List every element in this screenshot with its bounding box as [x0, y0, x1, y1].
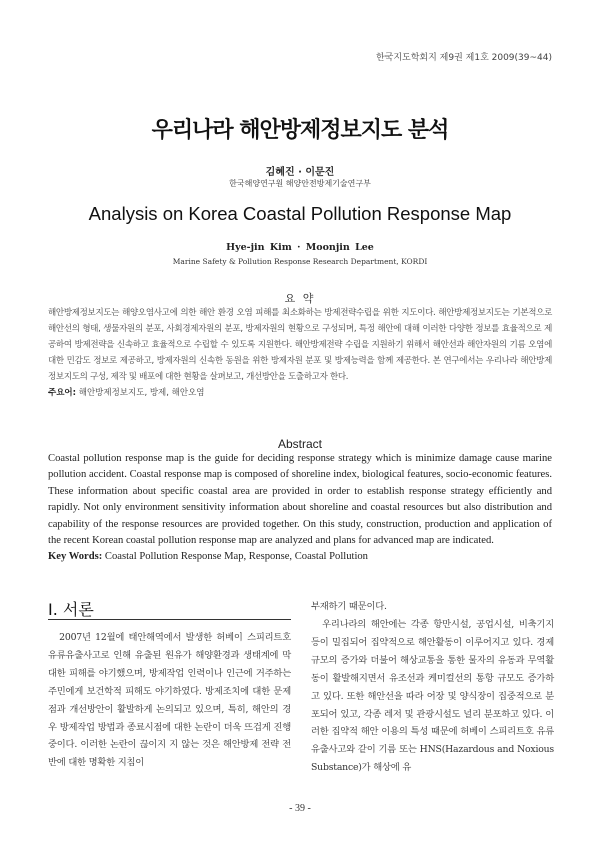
- body-right-continuation: 부재하기 때문이다.: [311, 601, 387, 612]
- korean-abstract-text: 해안방제정보지도는 해양오염사고에 의한 해안 환경 오염 피해를 최소화하는 방제전략수립을 위한 지도이다. 해안방제정보지도는 기본적으로 해안선의 형태, 생물자원의 분포, 사회경제자원의 분포, 방제자원의 현황으로 구성되며, 특정 해안에 대해 이러한 다양한 정보를 효율적으로 제공하여 방제전략을 신속하고 효율적으로 수립할 수 있도록 지원한다. 해안방제전략 수립을 지원하기 위해서 해안선과 해안자원의 기름 오염에 대한 민감도 정보로 제공하고, 방제자원의 신속한 동원을 위한 방제자원 분포 및 방제능력을 함께 제공한다. 본 연구에서는 우리나라 해안방제정보지도의 구성, 제작 및 배포에 대한 현황을 살펴보고, 개선방안을 도출하고자 한다.: [48, 308, 552, 382]
- korean-keywords-label: 주요어:: [48, 388, 77, 398]
- korean-keywords: [48, 386, 205, 398]
- korean-keywords-list: 해안방제정보지도, 방제, 해안오염: [78, 388, 205, 398]
- section-divider: [48, 619, 291, 620]
- page-number: - 39 -: [289, 803, 311, 814]
- korean-authors: 김혜진 · 이문진: [265, 167, 335, 178]
- english-keywords-label: Key Words:: [48, 551, 103, 562]
- english-authors: Hye-jin Kim · Moonjin Lee: [226, 242, 374, 253]
- english-abstract-text: Coastal pollution response map is the guide for deciding response strategy which is minimize damage cause marine pollution accident. Coastal response map is composed of shoreline index, biological features, socio-economic features. These information about specific coastal area are provided in order to establish response strategy efficiently and rapidly. Not only environment sensitivity information about shoreline and coastal resources but also distribution and capability of the response resources are provided together. On this study, construction, production and application of the recent Korean coastal pollution response map are analyzed and plans for advanced map are indicated.: [48, 453, 552, 547]
- english-title: Analysis on Korea Coastal Pollution Response Map: [88, 203, 512, 224]
- english-keywords: [48, 551, 368, 562]
- korean-affiliation: 한국해양연구원 해양안전방제기술연구부: [229, 179, 371, 188]
- english-affiliation: Marine Safety & Pollution Response Research Department, KORDI: [172, 257, 428, 266]
- english-abstract-heading: Abstract: [277, 437, 322, 451]
- body-left-column: 2007년 12월에 태안해역에서 발생한 허베이 스피리트호 유류유출사고로 인해 유출된 원유가 해양환경과 생태계에 막대한 피해를 야기했으며, 방제작업 인력이나 인근에 거주하는 주민에게 보건학적 피해도 야기하였다. 방제조치에 대한 문제점과 개선방안이 활발하게 논의되고 있으며, 특히, 해안의 경우 방제작업 방법과 종료시점에 대한 논란이 더욱 뜨겁게 진행중이다. 이러한 논란이 끊이지 지 않는 것은 해안방제 전략 전반에 대한 명확한 지침이: [48, 632, 291, 769]
- korean-title: 우리나라 해안방제정보지도 분석: [151, 118, 449, 143]
- body-right-column: 우리나라의 해안에는 각종 항만시설, 공업시설, 비축기지 등이 밀집되어 집약적으로 해안활동이 이루어지고 있다. 경제규모의 증가와 더불어 해상교통을 통한 물자의 유동과 무역활동이 활발해지면서 유조선과 케미컬선의 통항 규모도 증가하고 있다. 또한 해안선을 따라 어장 및 양식장이 집중적으로 분포되어 있고, 각종 레저 및 관광시설도 널리 분포하고 있다. 이러한 집약적 해안 이용의 특성 때문에 허베이 스피리트호 유류유출사고와 같이 기름 또는 HNS(Hazardous and Noxious Substance)가 해상에 유: [311, 619, 554, 774]
- running-header: 한국지도학회지 제9권 제1호 2009(39~44): [375, 53, 552, 63]
- section-title: I. 서론: [48, 600, 94, 619]
- korean-abstract-heading: 요 약: [284, 292, 316, 305]
- english-keywords-list: Coastal Pollution Response Map, Response, Coastal Pollution: [104, 551, 368, 562]
